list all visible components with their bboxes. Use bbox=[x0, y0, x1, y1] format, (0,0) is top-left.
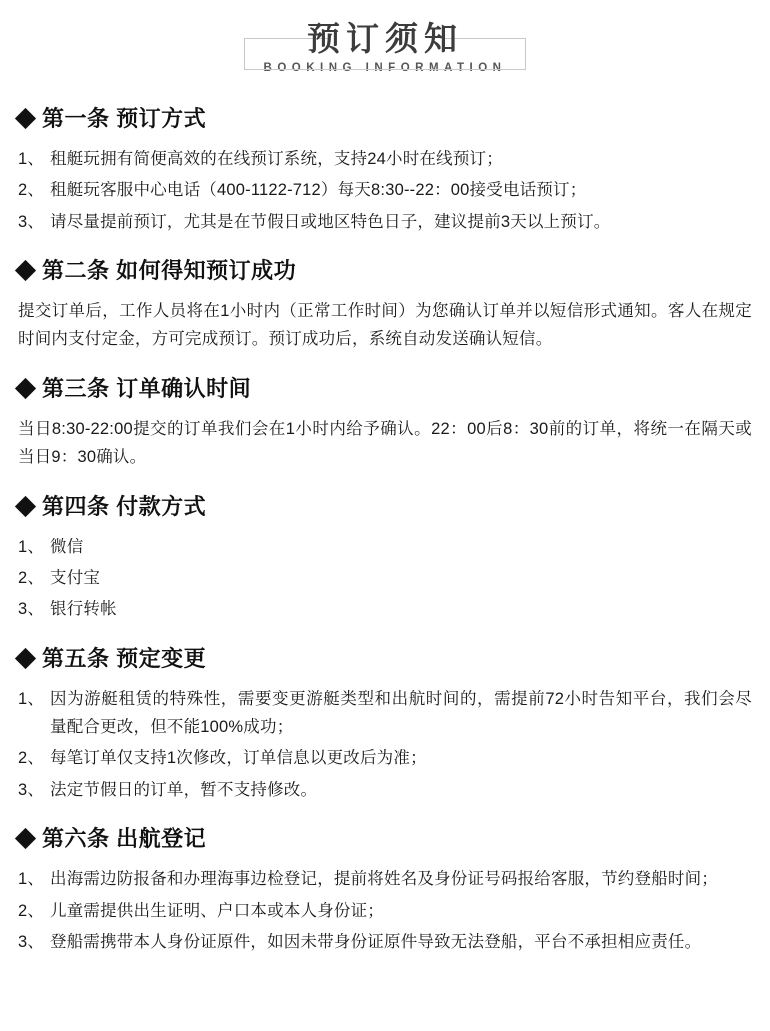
list-item-text: 儿童需提供出生证明、户口本或本人身份证； bbox=[50, 901, 384, 920]
list-item-number: 3、 bbox=[18, 932, 45, 951]
section-heading-label: 第四条 付款方式 bbox=[42, 493, 207, 519]
diamond-icon bbox=[15, 495, 36, 516]
page-header bbox=[18, 14, 752, 84]
list-item-text: 每笔订单仅支持1次修改，订单信息以更改后为准； bbox=[50, 749, 427, 768]
list-item bbox=[18, 533, 752, 561]
section-body bbox=[18, 297, 752, 354]
list-item-number: 1、 bbox=[18, 149, 45, 168]
list-item-number: 3、 bbox=[18, 600, 45, 619]
list-item-text: 登船需携带本人身份证原件，如因未带身份证原件导致无法登船，平台不承担相应责任。 bbox=[50, 932, 702, 951]
section-heading-label: 第五条 预定变更 bbox=[42, 645, 207, 671]
section-heading bbox=[18, 642, 752, 673]
section-heading-label: 第六条 出航登记 bbox=[42, 826, 207, 852]
paragraph: 提交订单后，工作人员将在1小时内（正常工作时间）为您确认订单并以短信形式通知。客人在规定时间内支付定金，方可完成预订。预订成功后，系统自动发送确认短信。 bbox=[18, 302, 752, 349]
diamond-icon bbox=[15, 648, 36, 669]
page-subtitle: BOOKING INFORMATION bbox=[263, 61, 507, 74]
list-item-text: 租艇玩客服中心电话（400-1122-712）每天8:30--22：00接受电话预订； bbox=[50, 181, 587, 200]
list-item bbox=[18, 865, 752, 893]
diamond-icon bbox=[15, 260, 36, 281]
section-heading bbox=[18, 372, 752, 403]
list-item-text: 请尽量提前预订，尤其是在节假日或地区特色日子，建议提前3天以上预订。 bbox=[50, 212, 611, 231]
list-item bbox=[18, 145, 752, 173]
section-body bbox=[18, 685, 752, 805]
list-item-number: 1、 bbox=[18, 537, 45, 556]
list-item bbox=[18, 744, 752, 772]
list-item bbox=[18, 176, 752, 204]
numbered-list bbox=[18, 865, 752, 956]
list-item-text: 微信 bbox=[50, 537, 84, 556]
list-item-text: 法定节假日的订单，暂不支持修改。 bbox=[50, 780, 318, 799]
list-item-number: 2、 bbox=[18, 749, 45, 768]
section-body bbox=[18, 415, 752, 472]
list-item-number: 1、 bbox=[18, 689, 45, 708]
section-heading bbox=[18, 822, 752, 853]
section-heading-label: 第二条 如何得知预订成功 bbox=[42, 258, 297, 284]
section-body bbox=[18, 533, 752, 624]
section-heading bbox=[18, 254, 752, 285]
section-heading-label: 第一条 预订方式 bbox=[42, 105, 207, 131]
list-item bbox=[18, 685, 752, 742]
page-subtitle-wrap bbox=[258, 62, 513, 74]
list-item-text: 出海需边防报备和办理海事边检登记，提前将姓名及身份证号码报给客服，节约登船时间； bbox=[50, 870, 718, 889]
list-item-number: 2、 bbox=[18, 901, 45, 920]
list-item-text: 租艇玩拥有简便高效的在线预订系统，支持24小时在线预订； bbox=[50, 149, 503, 168]
section-booking-method bbox=[18, 102, 752, 236]
section-order-confirm-time bbox=[18, 372, 752, 472]
list-item-number: 2、 bbox=[18, 181, 45, 200]
section-departure-registration bbox=[18, 822, 752, 956]
page-title: 预订须知 bbox=[306, 20, 463, 57]
diamond-icon bbox=[15, 828, 36, 849]
list-item-number: 2、 bbox=[18, 568, 45, 587]
list-item-text: 因为游艇租赁的特殊性，需要变更游艇类型和出航时间的，需提前72小时告知平台，我们会尽量配合更改，但不能100%成功； bbox=[50, 689, 752, 737]
list-item-number: 1、 bbox=[18, 870, 45, 889]
header-frame bbox=[244, 20, 527, 74]
section-payment-method bbox=[18, 490, 752, 624]
list-item bbox=[18, 564, 752, 592]
list-item bbox=[18, 776, 752, 804]
list-item-number: 3、 bbox=[18, 780, 45, 799]
list-item bbox=[18, 897, 752, 925]
section-booking-confirmation bbox=[18, 254, 752, 354]
list-item-text: 银行转帐 bbox=[50, 600, 117, 619]
diamond-icon bbox=[15, 378, 36, 399]
section-booking-change bbox=[18, 642, 752, 805]
list-item bbox=[18, 208, 752, 236]
numbered-list bbox=[18, 145, 752, 236]
section-body bbox=[18, 865, 752, 956]
numbered-list bbox=[18, 533, 752, 624]
section-body bbox=[18, 145, 752, 236]
paragraph: 当日8:30-22:00提交的订单我们会在1小时内给予确认。22：00后8：30前的订单，将统一在隔天或当日9：30确认。 bbox=[18, 419, 752, 467]
list-item bbox=[18, 595, 752, 623]
diamond-icon bbox=[15, 108, 36, 129]
section-heading bbox=[18, 102, 752, 133]
numbered-list bbox=[18, 685, 752, 805]
list-item-text: 支付宝 bbox=[50, 568, 101, 587]
section-heading-label: 第三条 订单确认时间 bbox=[42, 375, 252, 401]
list-item bbox=[18, 928, 752, 956]
list-item-number: 3、 bbox=[18, 212, 45, 231]
section-heading bbox=[18, 490, 752, 521]
